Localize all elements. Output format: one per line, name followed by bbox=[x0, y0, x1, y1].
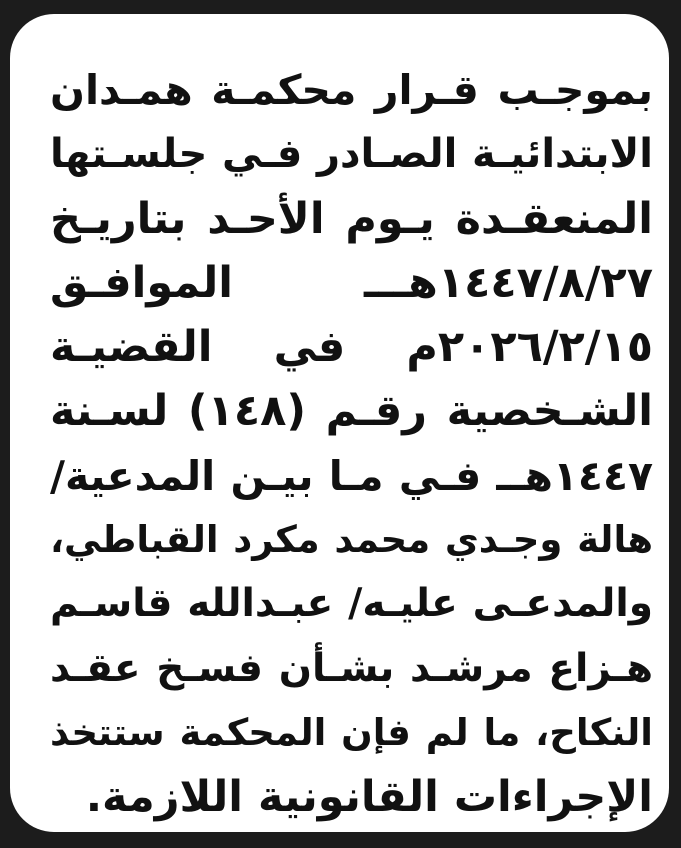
notice-line-12: الإجراءات القانونية اللازمة. bbox=[85, 772, 653, 823]
notice-line-10: هـزاع مرشـد بشـأن فسـخ عقـد bbox=[50, 645, 653, 691]
notice-line-3: المنعقـدة يـوم الأحـد بتاريـخ bbox=[50, 193, 653, 244]
notice-line-2: الابتدائيـة الصـادر فـي جلسـتها bbox=[50, 131, 653, 178]
notice-text bbox=[50, 58, 653, 830]
notice-line-9: والمدعـى عليـه/ عبـدالله قاسـم bbox=[50, 581, 653, 627]
notice-card bbox=[10, 14, 669, 832]
notice-line-1: بموجـب قـرار محكمـة همـدان bbox=[50, 66, 653, 114]
notice-line-11: النكاح، ما لم فإن المحكمة ستتخذ bbox=[50, 710, 653, 754]
notice-line-5: ٢٠٢٦/٢/١٥م في القضيـة bbox=[50, 322, 653, 373]
notice-line-7: ١٤٤٧هــ فـي مـا بيـن المدعية/ bbox=[50, 451, 653, 500]
notice-line-6: الشـخصية رقـم (١٤٨) لسـنة bbox=[50, 386, 653, 437]
notice-line-4: ١٤٤٧/٨/٢٧هـــ الموافـق bbox=[50, 257, 653, 308]
notice-line-8: هالة وجـدي محمد مكرد القباطي، bbox=[50, 518, 653, 562]
